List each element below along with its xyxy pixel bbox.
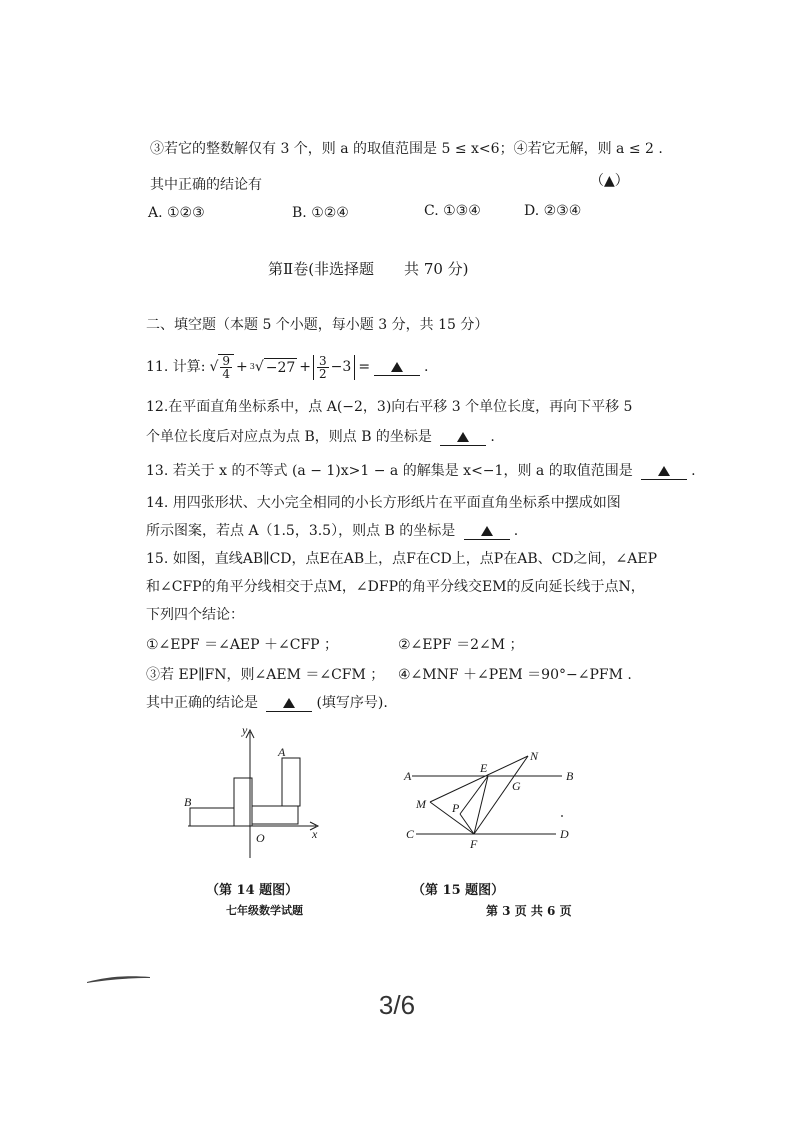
section2-title: 第Ⅱ卷(非选择题 共 70 分) xyxy=(268,260,469,278)
q10-prompt: 其中正确的结论有 xyxy=(150,177,262,193)
fig14-rect-1 xyxy=(190,808,234,826)
fig14-rect-2 xyxy=(234,778,252,826)
footer-left: 七年级数学试题 xyxy=(226,904,303,917)
fig15-label-n: N xyxy=(530,749,539,763)
fig14-label-y: y xyxy=(242,723,248,737)
fig15-label-b: B xyxy=(566,769,574,783)
q11-prefix: 11. 计算: xyxy=(146,359,206,375)
fig14-rect-4 xyxy=(282,758,300,806)
q15-line1: 15. 如图，直线AB∥CD，点E在AB上，点F在CD上，点P在AB、CD之间，∠AEP xyxy=(146,551,658,567)
q15-prompt-text: 其中正确的结论是 xyxy=(146,695,258,711)
q13-text: 13. 若关于 x 的不等式 (a − 1)x>1 − a 的解集是 x<−1，则 a 的取值范围是 xyxy=(146,463,633,479)
fig14-label-a: A xyxy=(278,745,286,759)
q12-line1: 12.在平面直角坐标系中，点 A(−2，3)向右平移 3 个单位长度，再向下平移 5 xyxy=(146,399,633,415)
sqrt-symbol-icon: √ xyxy=(254,359,264,375)
fig15-label-m: M xyxy=(416,797,426,811)
q15-conclusion-2: ②∠EPF ＝2∠M ； xyxy=(398,637,524,653)
q11-abs-num: 3 xyxy=(319,353,327,368)
figure-14 xyxy=(178,722,338,862)
q12-answer-blank[interactable] xyxy=(440,429,486,446)
fig15-segment-pf xyxy=(460,814,474,834)
q14-line1: 14. 用四张形状、大小完全相同的小长方形纸片在平面直角坐标系中摆成如图 xyxy=(146,495,621,511)
pen-stroke-mark xyxy=(86,974,152,984)
q11-cbrt: 3 √ −27 xyxy=(249,359,296,376)
figure-15 xyxy=(400,748,580,854)
fig15-label-e: E xyxy=(480,761,488,775)
fig15-label-d: D xyxy=(560,827,569,841)
q14-answer-blank[interactable] xyxy=(464,523,510,540)
fill-heading: 二、填空题（本题 5 个小题，每小题 3 分，共 15 分） xyxy=(146,317,489,333)
answer-triangle-icon xyxy=(391,362,403,372)
q15-conclusion-1: ①∠EPF ＝∠AEP ＋∠CFP ； xyxy=(146,637,339,653)
answer-triangle-icon xyxy=(457,432,469,442)
q11-answer-blank[interactable] xyxy=(374,359,420,376)
q11-sqrt xyxy=(209,354,234,380)
footer-right: 第 3 页 共 6 页 xyxy=(486,904,572,918)
fig15-label-p: P xyxy=(452,801,460,815)
fig15-dot xyxy=(561,815,563,817)
answer-triangle-icon xyxy=(283,698,295,708)
q10-option-d: D. ②③④ xyxy=(524,203,582,219)
q10-option-b: B. ①②④ xyxy=(292,205,349,221)
answer-triangle-icon xyxy=(481,526,493,536)
q10-marker: （▲） xyxy=(590,173,629,189)
sqrt-symbol-icon: √ xyxy=(209,359,219,375)
answer-triangle-icon xyxy=(658,466,670,476)
fig14-label-x: x xyxy=(312,827,318,841)
q15-line2: 和∠CFP的角平分线相交于点M，∠DFP的角平分线交EM的反向延长线于点N， xyxy=(146,579,645,595)
fig14-label-origin: O xyxy=(256,831,265,845)
q12-text: 个单位长度后对应点为点 B，则点 B 的坐标是 xyxy=(146,429,432,445)
q15-line3: 下列四个结论： xyxy=(146,607,244,623)
q12-line2: 个单位长度后对应点为点 B，则点 B 的坐标是 . xyxy=(146,429,495,445)
q15-suffix: (填写序号). xyxy=(316,695,388,711)
q11-abs xyxy=(313,355,355,380)
q13: 13. 若关于 x 的不等式 (a − 1)x>1 − a 的解集是 x<−1，则 a 的取值范围是 . xyxy=(146,463,696,479)
q11-frac-den: 4 xyxy=(222,367,230,381)
fig15-label-a: A xyxy=(404,769,412,783)
q10-option-c: C. ①③④ xyxy=(424,203,481,219)
fig14-rect-3 xyxy=(252,806,298,824)
q13-answer-blank[interactable] xyxy=(641,463,687,480)
q15-answer-blank[interactable] xyxy=(266,695,312,712)
q11-cube-value: −27 xyxy=(265,359,296,376)
q14-line2: 所示图案，若点 A（1.5，3.5），则点 B 的坐标是 . xyxy=(146,523,519,539)
fig14-label-b: B xyxy=(184,795,192,809)
q15-prompt xyxy=(146,694,388,712)
fig14-caption: （第 14 题图） xyxy=(206,883,299,898)
q11-abs-den: 2 xyxy=(319,366,327,381)
fig15-caption: （第 15 题图） xyxy=(412,883,505,898)
fig15-label-c: C xyxy=(406,827,415,841)
q15-conclusion-4: ④∠MNF ＋∠PEM ＝90°−∠PFM . xyxy=(398,667,632,683)
fig15-label-g: G xyxy=(512,779,521,793)
page-number: 3/6 xyxy=(378,990,416,1020)
q10-statements: ③若它的整数解仅有 3 个，则 a 的取值范围是 5 ≤ x<6；④若它无解，则 a ≤ 2 . xyxy=(150,141,663,157)
q11-abs-tail: −3 xyxy=(330,359,352,375)
q15-conclusion-3: ③若 EP∥FN，则∠AEM ＝∠CFM ； xyxy=(146,667,385,683)
q11: 11. 计算: √ $\frac{9}{4}$ + 3 √ −27 + $\frac{3}{2}$ −3 = . xyxy=(146,353,429,381)
q10-option-a: A. ①②③ xyxy=(148,205,205,221)
q11-frac-num: 9 xyxy=(222,354,230,368)
fig15-label-f: F xyxy=(470,837,478,851)
q14-text: 所示图案，若点 A（1.5，3.5），则点 B 的坐标是 xyxy=(146,523,456,539)
